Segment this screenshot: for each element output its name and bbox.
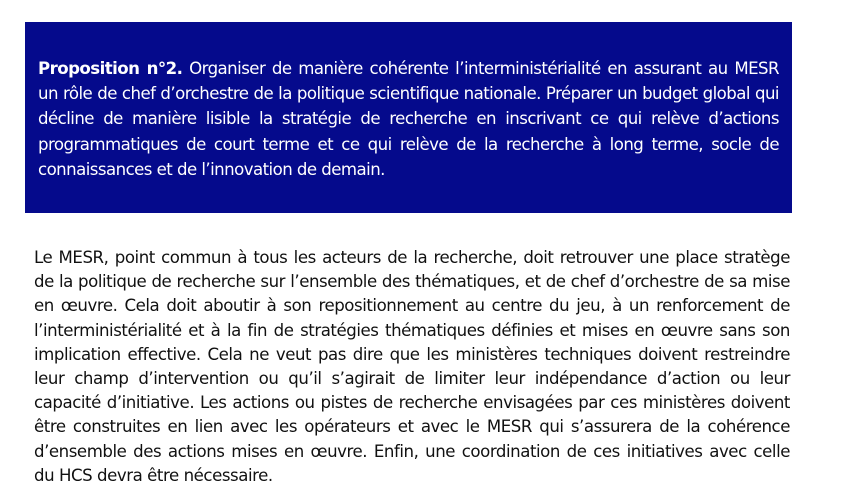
- proposition-body: Organiser de manière cohérente l’interministérialité en assurant au MESR un rôle de chef d’orchestre de la politique scientifique nationale. Préparer un budget global qui décline de manière lisible la stratégie de recherche en inscrivant ce qui relève d’actions programmatiques de court terme et ce qui relève de la recherche à long terme, socle de connaissances et de l’innovation de demain.: [38, 59, 779, 179]
- body-paragraph: Le MESR, point commun à tous les acteurs de la recherche, doit retrouver une place stratège de la politique de recherche sur l’ensemble des thématiques, et de chef d’orchestre de sa mise en œuvre. Cela doit aboutir à son repositionnement au centre du jeu, à un renforcement de l’interministérialité et à la fin de stratégies thématiques définies et mises en œuvre sans son implication effective. Cela ne veut pas dire que les ministères techniques doivent restreindre leur champ d’intervention ou qu’il s’agirait de limiter leur indépendance d’action ou leur capacité d’initiative. Les actions ou pistes de recherche envisagées par ces ministères doivent être construites en lien avec les opérateurs et avec le MESR qui s’assurera de la cohérence d’ensemble des actions mises en œuvre. Enfin, une coordination de ces initiatives avec celle du HCS devra être nécessaire.: [34, 248, 790, 485]
- proposition-title: Proposition n°2.: [38, 59, 183, 78]
- proposition-text: [38, 56, 779, 182]
- proposition-box: [25, 22, 792, 213]
